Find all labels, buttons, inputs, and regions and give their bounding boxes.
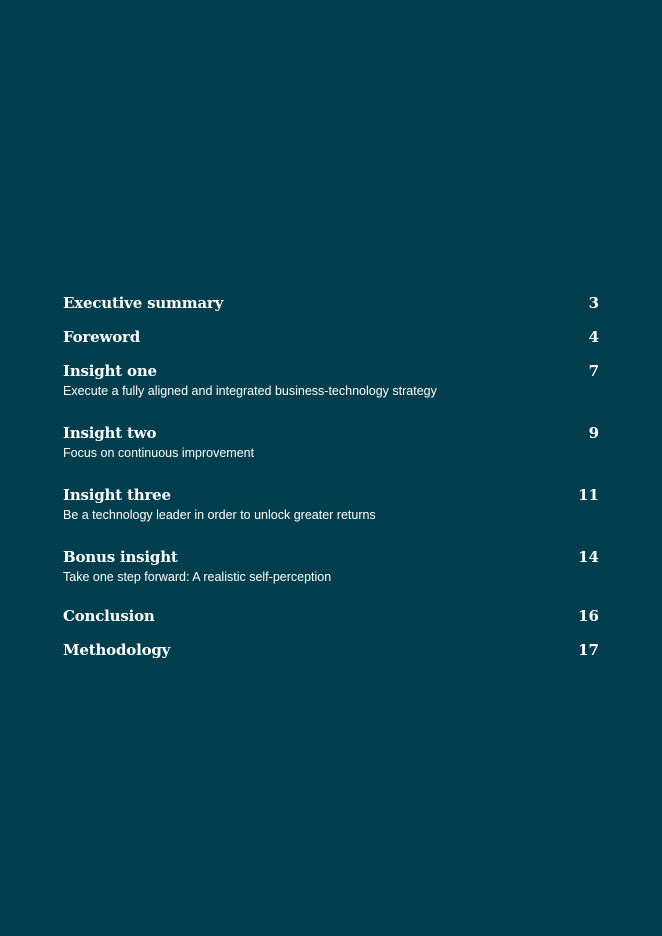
toc-entry-page-number: 3 (588, 294, 599, 312)
toc-entry-page-number: 14 (578, 548, 599, 566)
toc-entry-methodology[interactable] (63, 639, 599, 661)
toc-entry-conclusion[interactable] (63, 605, 599, 627)
toc-entry-title: Bonus insight (63, 548, 178, 566)
toc-entry-title: Insight three (63, 486, 171, 504)
toc-entry-title: Insight two (63, 424, 157, 442)
toc-entry-subtitle: Be a technology leader in order to unlock greater returns (63, 508, 376, 522)
toc-entry-page-number: 7 (588, 362, 599, 380)
toc-entry-page-number: 9 (588, 424, 599, 442)
toc-entry-title: Executive summary (63, 294, 224, 312)
toc-entry-executive-summary[interactable] (63, 292, 599, 314)
toc-entry-subtitle: Focus on continuous improvement (63, 446, 255, 460)
toc-entry-page-number: 17 (578, 641, 599, 659)
toc-entry-title: Conclusion (63, 607, 155, 625)
toc-entry-title: Foreword (63, 328, 140, 346)
toc-entry-subtitle: Execute a fully aligned and integrated business-technology strategy (63, 384, 437, 398)
toc-entry-subtitle: Take one step forward: A realistic self-perception (63, 570, 332, 584)
toc-entry-foreword[interactable] (63, 326, 599, 348)
toc-entry-page-number: 16 (578, 607, 599, 625)
toc-entry-insight-two[interactable] (63, 422, 599, 461)
toc-entry-title: Methodology (63, 641, 171, 659)
toc-entry-bonus-insight[interactable] (63, 546, 599, 585)
table-of-contents (63, 292, 599, 673)
toc-entry-page-number: 11 (578, 486, 599, 504)
toc-entry-insight-one[interactable] (63, 360, 599, 399)
toc-entry-insight-three[interactable] (63, 484, 599, 523)
toc-entry-page-number: 4 (588, 328, 599, 346)
toc-entry-title: Insight one (63, 362, 157, 380)
